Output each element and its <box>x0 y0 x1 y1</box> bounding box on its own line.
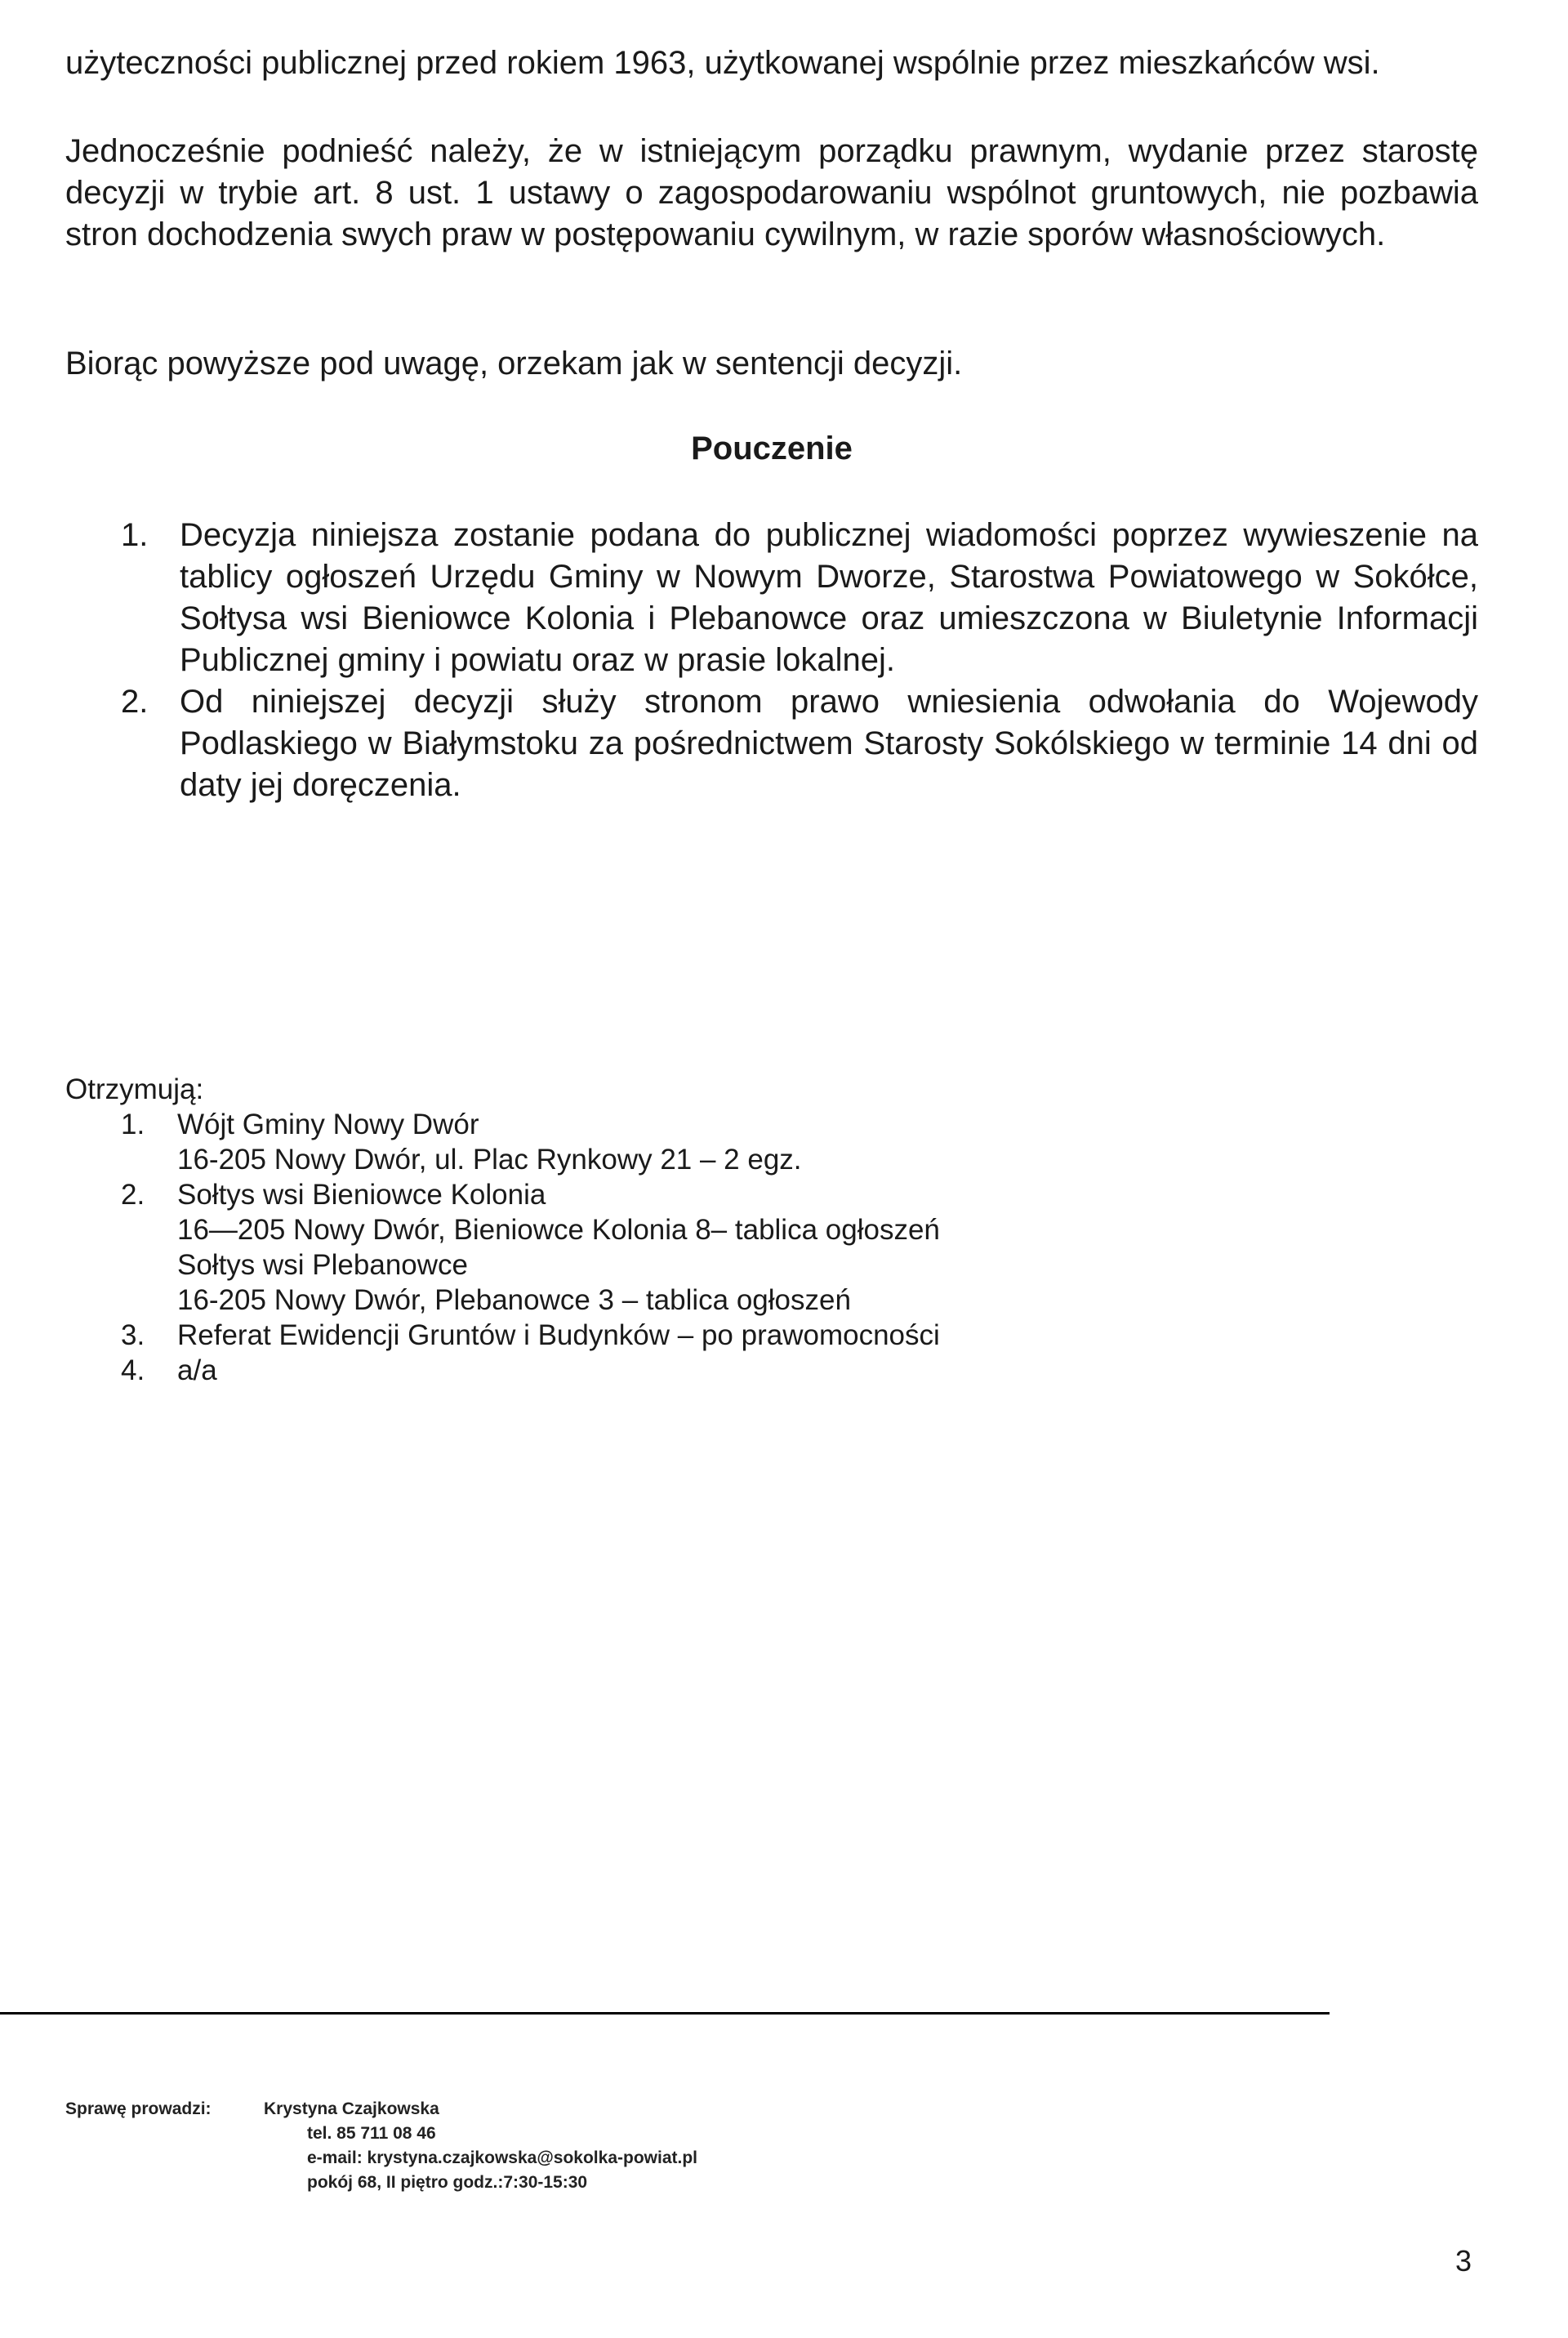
instructions-item-text: Decyzja niniejsza zostanie podana do publicznej wiadomości poprzez wywieszenie na tablicy ogłoszeń Urzędu Gminy w Nowym Dworze, Starostwa Powiatowego w Sokółce, Sołtysa wsi Bieniowce Kolonia i Plebanowce oraz umieszczona w Biuletynie Informacji Publicznej gminy i powiatu oraz w prasie lokalnej. <box>180 517 1478 678</box>
paragraph-conclusion: Biorąc powyższe pod uwagę, orzekam jak w sentencji decyzji. <box>65 346 963 381</box>
recipient-line: 16-205 Nowy Dwór, ul. Plac Rynkowy 21 – 2 egz. <box>177 1144 802 1176</box>
recipient-line: Wójt Gminy Nowy Dwór <box>177 1109 479 1140</box>
recipient-line: a/a <box>177 1354 217 1386</box>
paragraph-continuation: użyteczności publicznej przed rokiem 1963, użytkowanej wspólnie przez mieszkańców wsi. <box>65 45 1380 81</box>
instructions-item <box>65 515 1478 681</box>
case-handler-phone: tel. 85 711 08 46 <box>307 2124 436 2143</box>
page-number: 3 <box>1455 2244 1472 2278</box>
instructions-list <box>65 515 1478 806</box>
instructions-item-number: 2. <box>121 684 149 720</box>
recipient-item <box>65 1107 1290 1177</box>
recipient-line: 16—205 Nowy Dwór, Bieniowce Kolonia 8– tablica ogłoszeń <box>177 1214 940 1246</box>
instructions-item-number: 1. <box>121 517 149 553</box>
paragraph-legal-note: Jednocześnie podnieść należy, że w istniejącym porządku prawnym, wydanie przez starostę decyzji w trybie art. 8 ust. 1 ustawy o zagospodarowaniu wspólnot gruntowych, nie pozbawia stron dochodzenia swych praw w postępowaniu cywilnym, w razie sporów własnościowych. <box>65 133 1478 252</box>
recipients-list <box>65 1107 1290 1388</box>
recipient-line: Referat Ewidencji Gruntów i Budynków – po prawomocności <box>177 1319 940 1351</box>
recipient-number: 3. <box>121 1319 145 1351</box>
recipient-number: 4. <box>121 1354 145 1386</box>
recipients-heading: Otrzymują: <box>65 1073 204 1105</box>
instructions-item <box>65 681 1478 806</box>
case-handler-email: e-mail: krystyna.czajkowska@sokolka-powiat.pl <box>307 2148 697 2167</box>
recipient-number: 2. <box>121 1179 145 1211</box>
recipient-item <box>65 1318 1290 1353</box>
recipient-line: Sołtys wsi Plebanowce <box>177 1249 468 1281</box>
recipient-item <box>65 1177 1290 1318</box>
footer-divider <box>0 2012 1330 2015</box>
case-handler-name: Krystyna Czajkowska <box>264 2099 439 2118</box>
recipient-number: 1. <box>121 1109 145 1140</box>
case-handler-label: Sprawę prowadzi: <box>65 2099 212 2118</box>
instructions-item-text: Od niniejszej decyzji służy stronom prawo wniesienia odwołania do Wojewody Podlaskiego w Białymstoku za pośrednictwem Starosty Sokólskiego w terminie 14 dni od daty jej doręczenia. <box>180 684 1478 803</box>
case-handler-room: pokój 68, II piętro godz.:7:30-15:30 <box>307 2173 588 2192</box>
recipient-item <box>65 1353 1290 1388</box>
instructions-heading: Pouczenie <box>691 431 853 466</box>
recipient-line: Sołtys wsi Bieniowce Kolonia <box>177 1179 546 1211</box>
recipient-line: 16-205 Nowy Dwór, Plebanowce 3 – tablica ogłoszeń <box>177 1284 851 1316</box>
